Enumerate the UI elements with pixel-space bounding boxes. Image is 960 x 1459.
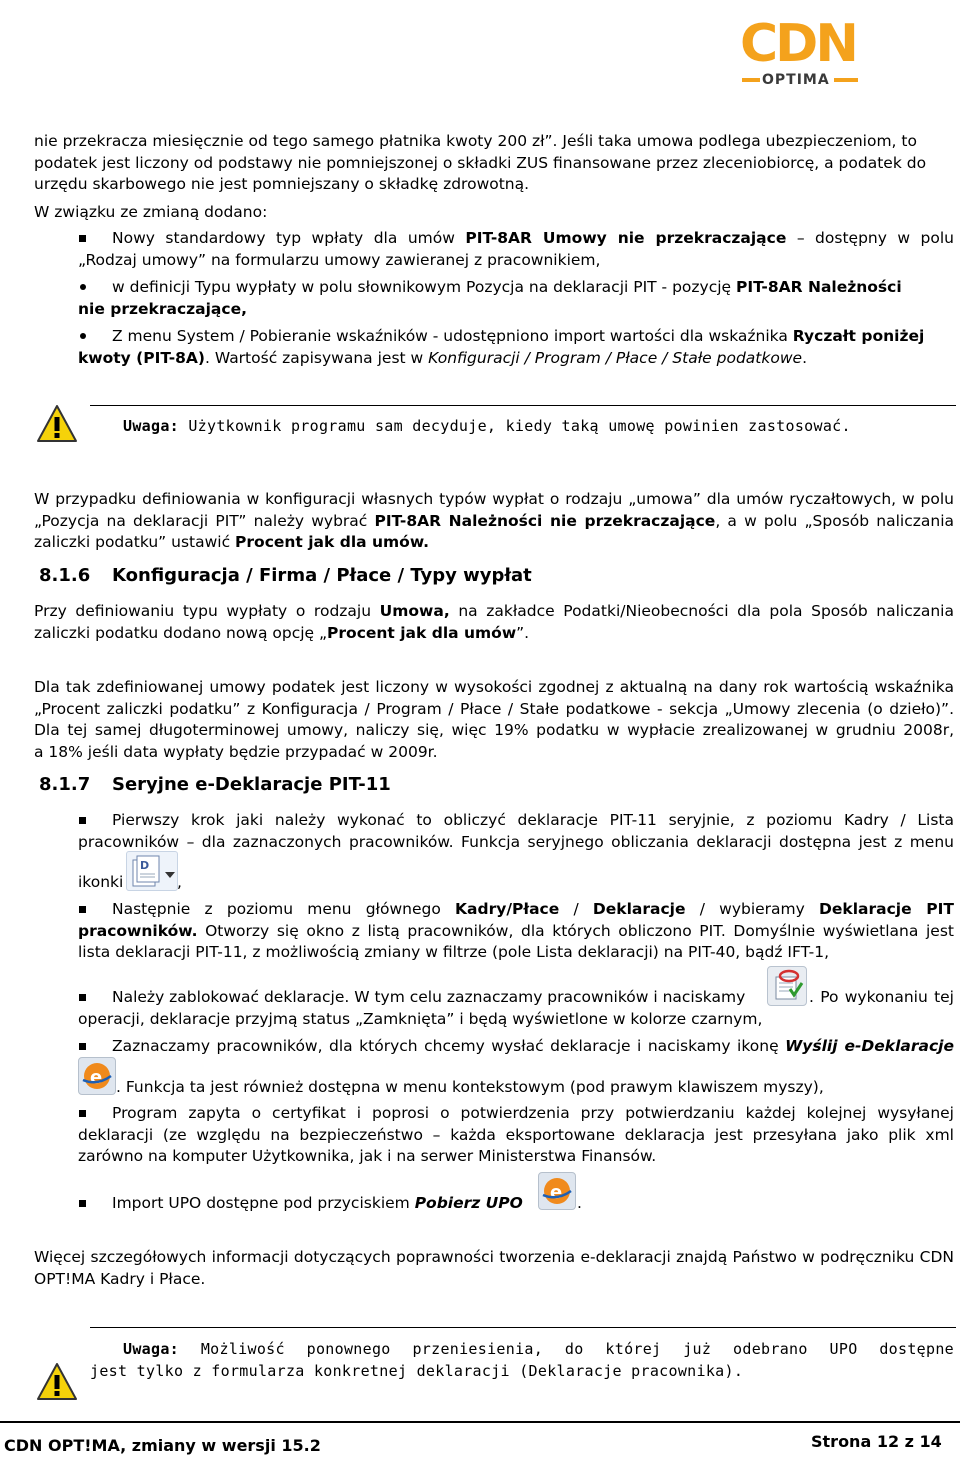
send-edeclaration-icon[interactable] <box>78 1057 116 1095</box>
download-upo-icon[interactable] <box>538 1172 576 1210</box>
note-text: Użytkownik programu sam decyduje, kiedy taką umowę powinien zastosować. <box>179 417 851 435</box>
footer-version: CDN OPT!MA, zmiany w wersji 15.2 <box>4 1436 321 1455</box>
paragraph-more-info <box>34 1247 954 1290</box>
logo-subtitle: OPTIMA <box>762 72 830 88</box>
bullet-item-1 <box>78 228 954 271</box>
text-line: . Funkcja ta jest również dostępna w menu kontekstowym (pod prawym klawiszem myszy), <box>116 1078 824 1096</box>
italic-text: Konfiguracji / Program / Płace / Stałe podatkowe <box>428 348 803 367</box>
bold-text: kwoty (PIT-8A) <box>78 348 205 367</box>
section-title: Konfiguracja / Firma / Płace / Typy wypłat <box>112 565 532 586</box>
square-bullet <box>79 994 86 1001</box>
text-line: Dla tak zdefiniowanej umowy podatek jest liczony w wysokości zgodnej z aktualną na dany rok wartością wskaźnika <box>34 678 954 696</box>
text: Otworzy się okno z listą pracowników, dla których obliczono PIT. Domyślnie wyświetlana jest <box>197 921 954 940</box>
lock-declarations-icon[interactable] <box>767 966 807 1006</box>
section-number: 8.1.6 <box>39 565 91 586</box>
svg-text:e: e <box>550 1182 563 1203</box>
text-line: Program zapyta o certyfikat i poprosi o potwierdzenia przy potwierdzaniu każdej kolejnej wysyłanej <box>112 1104 954 1122</box>
text-line: Pierwszy krok jaki należy wykonać to obliczyć deklaracje PIT-11 seryjnie, z poziomu Kadry / Lista <box>112 811 954 829</box>
bold-text: PIT-8AR Umowy nie przekraczające <box>465 229 787 247</box>
text-line: lista deklaracji PIT-11, z możliwością zmiany w filtrze (pole Lista deklaracji) na PIT-40, bądź IFT-1, <box>78 943 830 961</box>
paragraph-umowa-option <box>34 601 954 644</box>
step-icon-line <box>78 872 123 894</box>
logo-wordmark: CDN <box>740 14 856 74</box>
note-uwaga-2 <box>90 1338 954 1382</box>
paragraph-changes-intro: W związku ze zmianą dodano: <box>34 203 268 221</box>
bold-italic-text: Wyślij e-Deklaracje <box>785 1037 954 1055</box>
cdn-optima-logo <box>738 14 863 94</box>
text-line: deklaracji (ze względu na bezpieczeństwo – każda eksportowane deklaracja jest przesyłana jako plik xml <box>78 1125 954 1144</box>
text: Należy zablokować deklaracje. W tym celu zaznaczamy pracowników i naciskamy <box>112 988 746 1006</box>
text-line: W przypadku definiowania w konfiguracji własnych typów wypłat o rodzaju „umowa” dla umów ryczałtowych, w polu <box>34 490 954 508</box>
step-send-edeclarations <box>112 1036 954 1058</box>
note-rule <box>90 405 956 406</box>
warning-icon <box>36 404 78 444</box>
text: ikonki <box>78 873 124 891</box>
text-line: nie przekraczające, <box>78 299 247 318</box>
text: . Po wykonaniu tej <box>809 988 954 1006</box>
text: . Wartość zapisywana jest w <box>205 348 429 367</box>
bold-text: Deklaracje PIT <box>819 900 954 918</box>
text-line: a 18% jeśli data wypłaty będzie przypadać w 2009r. <box>34 742 438 761</box>
step-open-declarations <box>78 899 954 964</box>
paragraph-custom-types <box>34 489 954 554</box>
step-import-upo <box>112 1193 523 1215</box>
text: . <box>802 348 807 367</box>
text-line: Więcej szczegółowych informacji dotyczących poprawności tworzenia e-deklaracji znajdą Państwo w podręczniku CDN <box>34 1248 954 1266</box>
text: „Pozycja na deklaracji PIT” należy wybrać <box>34 511 375 530</box>
step-calculate-declarations <box>78 810 954 853</box>
declaration-series-icon[interactable] <box>126 851 178 891</box>
text: w definicji Typu wypłaty w polu słownikowym Pozycja na deklaracji PIT - pozycję <box>112 278 736 296</box>
text: Nowy standardowy typ wpłaty dla umów <box>112 229 466 247</box>
text-line: urzędu skarbowego nie jest pomniejszany o składkę zdrowotną. <box>34 175 530 193</box>
note-rule <box>90 1327 956 1328</box>
bold-text: Ryczałt poniżej <box>792 327 925 345</box>
square-bullet <box>79 1043 86 1050</box>
bold-text: PIT-8AR Należności nie przekraczające <box>374 511 716 530</box>
text: Przy definiowaniu typu wypłaty o rodzaju <box>34 602 380 620</box>
text-line: Dla tej samej długoterminowej umowy, naliczy się, więc 19% podatku w wypłacie zrealizowanej w grudniu 2008r, <box>34 721 954 739</box>
section-heading-817 <box>39 774 391 795</box>
text: , a w polu „Sposób naliczania <box>715 511 954 530</box>
note-uwaga-1 <box>123 417 851 435</box>
bold-text: Procent jak dla umów <box>327 623 517 642</box>
text: , <box>177 873 182 891</box>
text: Z menu System / Pobieranie wskaźników - udostępniono import wartości dla wskaźnika <box>112 327 793 345</box>
bullet-item-2 <box>78 277 954 320</box>
section-title: Seryjne e-Deklaracje PIT-11 <box>112 774 391 795</box>
text: – dostępny w polu <box>786 229 955 247</box>
bullet-item-3 <box>78 326 954 369</box>
section-number: 8.1.7 <box>39 774 91 795</box>
text-line: operacji, deklaracje przyjmą status „Zamknięta” i będą wyświetlone w kolorze czarnym, <box>78 1010 763 1028</box>
bold-text: pracowników. <box>78 921 198 940</box>
paragraph-tax-rate <box>34 677 954 763</box>
text: na zakładce Podatki/Nieobecności dla pola Sposób naliczania <box>449 602 954 620</box>
text-line: nie przekracza miesięcznie od tego samego płatnika kwoty 200 zł”. Jeśli taka umowa podlega ubezpieczeniom, to <box>34 132 917 150</box>
text: Zaznaczamy pracowników, dla których chcemy wysłać deklaracje i naciskamy ikonę <box>112 1037 786 1055</box>
paragraph-intro <box>34 131 954 196</box>
text-line: OPT!MA Kadry i Płace. <box>34 1269 206 1288</box>
note-text: jest tylko z formularza konkretnej deklaracji (Deklaracje pracownika). <box>90 1362 744 1380</box>
note-label: Uwaga: <box>123 1340 179 1358</box>
text-line: podatek jest liczony od podstawy nie pomniejszonej o składki ZUS finansowane przez zleceniobiorcę, a podatek do <box>34 153 927 172</box>
svg-text:e: e <box>90 1067 103 1088</box>
text: . <box>577 1194 582 1212</box>
text-line: zarówno na komputer Użytkownika, jak i na serwer Ministerstwa Finansów. <box>78 1147 657 1165</box>
footer-page-number: Strona 12 z 14 <box>811 1432 942 1451</box>
text-line: pracowników – dla zaznaczonych pracowników. Funkcja seryjnego obliczania deklaracji dostępna jest z menu <box>78 832 954 851</box>
bold-text: Umowa, <box>379 602 450 620</box>
footer-rule <box>0 1421 960 1423</box>
text: Następnie z poziomu menu głównego <box>112 900 456 918</box>
square-bullet <box>79 1200 86 1207</box>
bold-text: Deklaracje <box>592 900 686 918</box>
bold-text: Kadry/Płace <box>455 900 560 918</box>
text: / wybieramy <box>685 900 820 918</box>
bold-italic-text: Pobierz UPO <box>414 1194 523 1212</box>
text: ”. <box>516 623 530 642</box>
bold-text: PIT-8AR Należności <box>736 278 902 296</box>
text-line: „Procent zaliczki podatku” z Konfiguracja / Program / Płace / Stałe podatkowe - sekcja „Umowy zlecenia (o dzieło)”. <box>34 699 954 718</box>
text: zaliczki podatku” ustawić <box>34 533 236 551</box>
note-label: Uwaga: <box>123 417 179 435</box>
logo-bar <box>742 78 760 82</box>
note-text: Możliwość ponownego przeniesienia, do której już odebrano UPO dostępne <box>179 1340 954 1358</box>
text: zaliczki podatku dodano nową opcję „ <box>34 623 328 642</box>
step-lock-declarations <box>112 987 745 1009</box>
warning-icon <box>36 1362 78 1402</box>
bold-text: Procent jak dla umów. <box>235 533 430 551</box>
step-certificate <box>78 1103 954 1168</box>
logo-bar-right <box>834 78 858 82</box>
svg-text:D: D <box>140 859 150 872</box>
text: Import UPO dostępne pod przyciskiem <box>112 1194 415 1212</box>
text-line: „Rodzaj umowy” na formularzu umowy zawieranej z pracownikiem, <box>78 250 601 269</box>
text: / <box>559 900 593 918</box>
section-heading-816 <box>39 565 532 586</box>
